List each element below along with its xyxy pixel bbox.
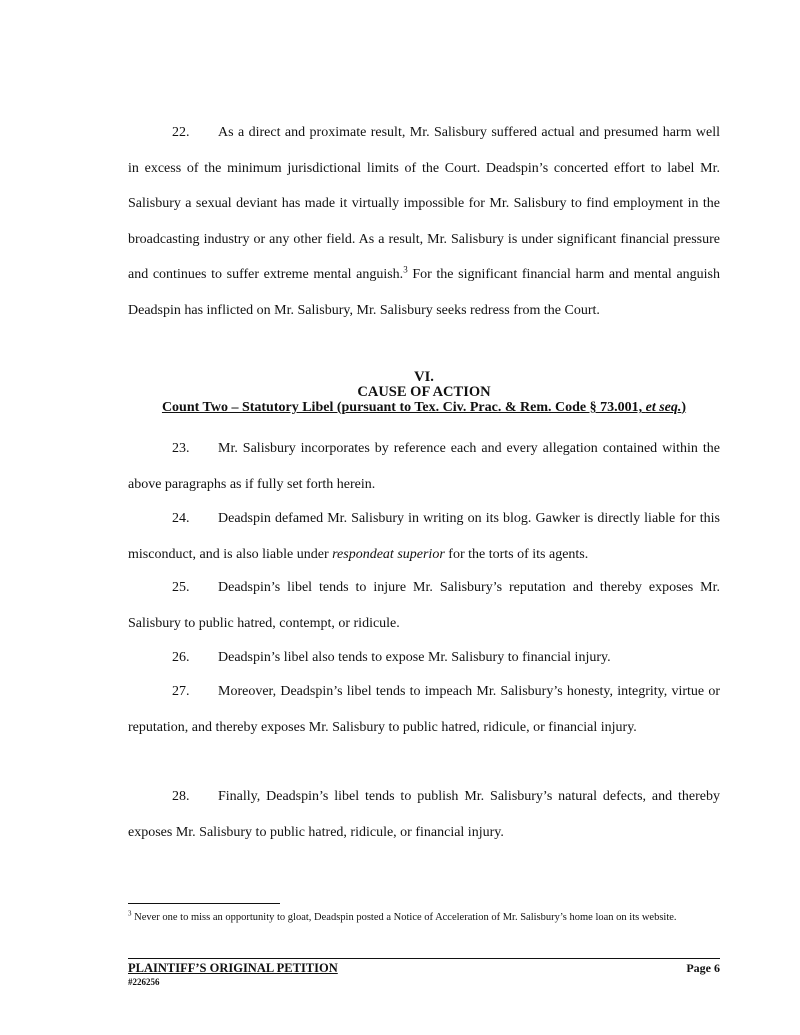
legal-term: respondeat superior bbox=[332, 546, 445, 562]
page-number: Page 6 bbox=[686, 961, 720, 975]
footnote-marker: 3 bbox=[128, 909, 132, 918]
footnote-text: Never one to miss an opportunity to gloat, Deadspin posted a Notice of Acceleration of Mr. Salisbury’s home loan on its website. bbox=[131, 912, 677, 923]
section-numeral: VI. bbox=[414, 369, 434, 385]
footer-title: PLAINTIFF’S ORIGINAL PETITION bbox=[128, 961, 338, 975]
section-heading bbox=[128, 370, 720, 415]
section-title: CAUSE OF ACTION bbox=[357, 384, 491, 400]
paragraph-23: 23. Mr. Salisbury incorporates by reference each and every allegation contained within the above paragraphs as if fully set forth herein. bbox=[128, 431, 720, 502]
paragraph-number: 26. bbox=[172, 650, 190, 665]
paragraph-number: 27. bbox=[172, 684, 190, 699]
document-id: #226256 bbox=[128, 977, 160, 987]
paragraph-27: 27. Moreover, Deadspin’s libel tends to impeach Mr. Salisbury’s honesty, integrity, virtue or reputation, and thereby exposes Mr. Salisbury to public hatred, ridicule, or financial injury. bbox=[128, 674, 720, 745]
paragraph-26: 26. Deadspin’s libel also tends to expose Mr. Salisbury to financial injury. bbox=[128, 640, 720, 676]
paragraph-22: 22. As a direct and proximate result, Mr. Salisbury suffered actual and presumed harm well in excess of the minimum jurisdictional limits of the Court. Deadspin’s concerted effort to label Mr. Salisbury a sexual deviant has made it virtually impossible for Mr. Salisbury to find employment in the broadcasting industry or any other field. As a result, Mr. Salisbury is under significant financial pressure and continues to suffer extreme mental anguish.$^3$ For the significant financial harm and mental anguish Deadspin has inflicted on Mr. Salisbury, Mr. Salisbury seeks redress from the Court. bbox=[128, 115, 720, 328]
footnote-ref: 3 bbox=[403, 264, 408, 275]
count-heading: Count Two – Statutory Libel (pursuant to Tex. Civ. Prac. & Rem. Code § 73.001, et seq.) bbox=[161, 400, 687, 415]
paragraph-28: 28. Finally, Deadspin’s libel tends to publish Mr. Salisbury’s natural defects, and thereby exposes Mr. Salisbury to public hatred, ridicule, or financial injury. bbox=[128, 779, 720, 850]
footnote-divider bbox=[128, 903, 280, 904]
footer-divider bbox=[128, 958, 720, 959]
paragraph-number: 28. bbox=[172, 789, 190, 804]
paragraph-number: 25. bbox=[172, 580, 190, 595]
paragraph-number: 23. bbox=[172, 441, 190, 456]
paragraph-number: 24. bbox=[172, 511, 190, 526]
paragraph-24: 24. Deadspin defamed Mr. Salisbury in writing on its blog. Gawker is directly liable for this misconduct, and is also liable under respondeat superior for the torts of its agents. bbox=[128, 501, 720, 572]
footnote bbox=[128, 910, 720, 925]
paragraph-number: 22. bbox=[172, 125, 190, 140]
paragraph-25: 25. Deadspin’s libel tends to injure Mr. Salisbury’s reputation and thereby exposes Mr. Salisbury to public hatred, contempt, or ridicule. bbox=[128, 570, 720, 641]
